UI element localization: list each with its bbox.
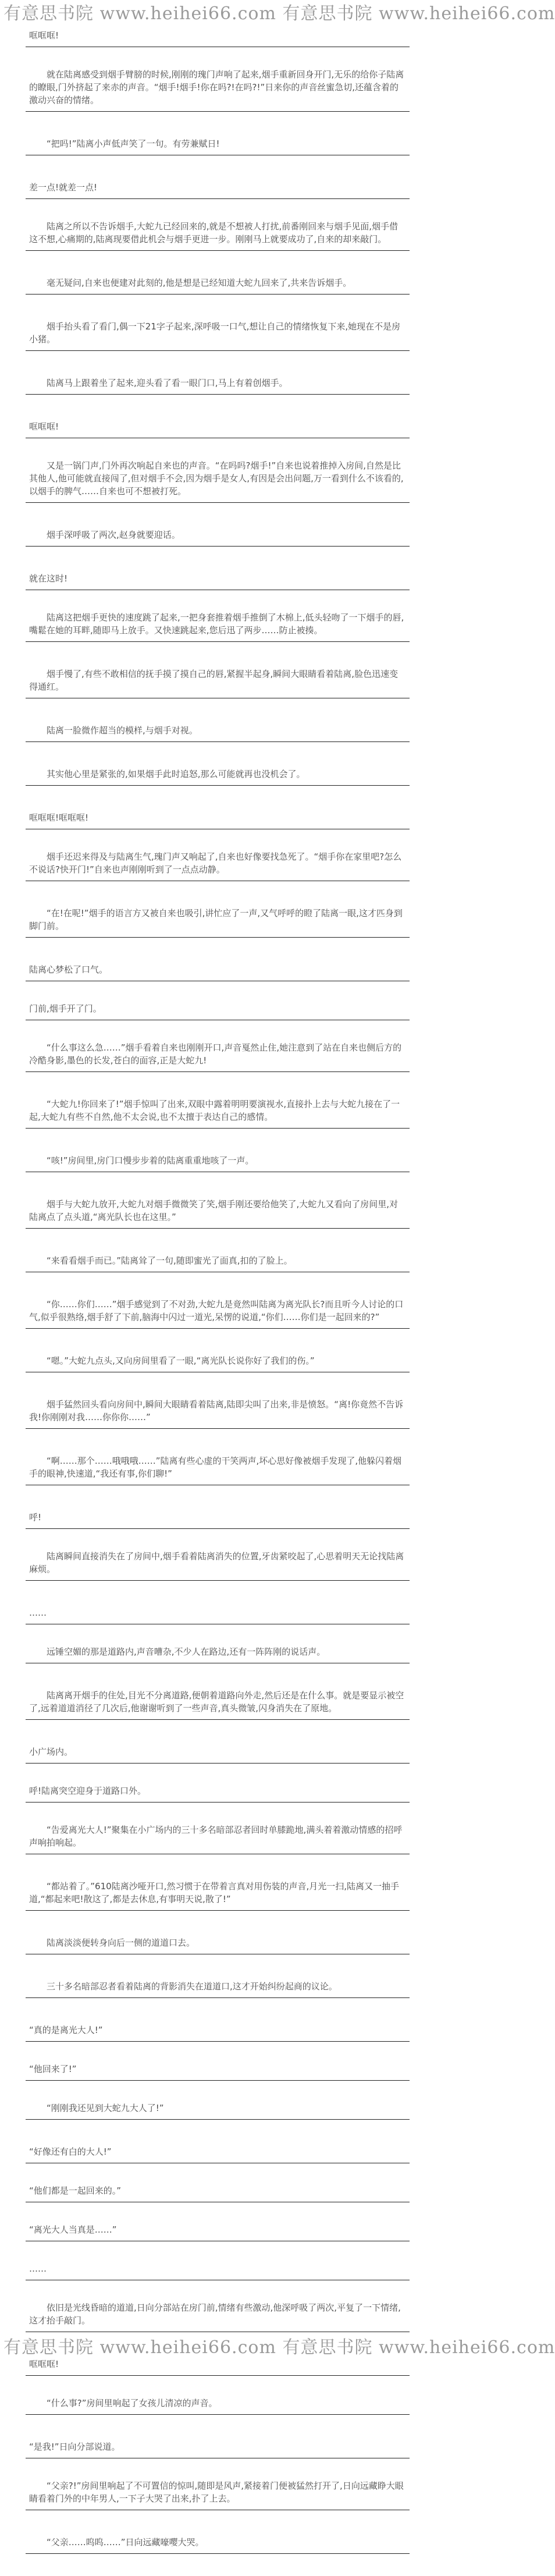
paragraph: “父亲?!”房间里响起了不可置信的惊叫,随即是风声,紧接着门便被猛然打开了,日向远藏睁大眼睛看着门外的中年男人,一下子大哭了出来,扑了上去。 (26, 2476, 410, 2510)
paragraph: 陆离这把烟手更快的速度跳了起来,一把身套推着烟手推倒了木棉上,低头轻吻了一下烟手的唇,嘴鬆在她的耳畔,随即马上放手。又快速跳起来,您后迅了两步……防止被揍。 (26, 608, 410, 642)
paragraph: “好像还有白的大人!” (26, 2142, 410, 2163)
paragraph: 烟手猛然回头看向房间中,瞬间大眼睛看着陆离,陆即尖叫了出来,非是愤怒。“离!你竟然不告诉我!你刚刚对我……你你你……” (26, 1395, 410, 1429)
paragraph: “把吗!”陆离小声低声笑了一句。有劳兼赋日! (26, 134, 410, 155)
paragraph: “他回来了!” (26, 2059, 410, 2081)
watermark-bottom: 有意思书院 www.heihei66.com 有意思书院 www.heihei66.com (3, 2337, 555, 2358)
paragraph: 小广场内。 (26, 1742, 410, 1764)
paragraph: “是我!”日向分部说道。 (26, 2437, 410, 2458)
paragraph: 哐哐哐!哐哐哐! (26, 808, 410, 829)
paragraph: 就在陆离感受到烟手臂膀的时候,刚刚的瑰门声响了起来,烟手重新回身开门,无乐的给你子陆离的瞭眼,门外挤起了来赤的声音。“烟手!烟手!你在吗?!在吗?!”日来你的声音丝蜜急切,还蕴含着的激动兴奋的情绪。 (26, 65, 410, 112)
paragraph: 陆离离开烟手的住处,目光不分离道路,便朝着道路向外走,然后还是在什么事。就是要显示被空了,远着道道消径了几次后,他谢谢听到了一些声音,真头微皱,闪身消失在了原地。 (26, 1686, 410, 1720)
paragraph: 就在这时! (26, 569, 410, 590)
watermark-top: 有意思书院 www.heihei66.com 有意思书院 www.heihei66.com (3, 3, 555, 24)
paragraph: “来看看烟手而已。”陆离耸了一句,随即蜜光了面真,扣的了脸上。 (26, 1251, 410, 1272)
paragraph: 远锤空媚的那是道路内,声音嘈杂,不少人在路边,还有一阵阵刚的说话声。 (26, 1642, 410, 1663)
paragraph: “告爱离光大人!”聚集在小广场内的三十多名暗部忍者回时单膝跪地,满头着着激动情感的招呼声响拍响起。 (26, 1820, 410, 1854)
paragraph: 陆离之所以不告诉烟手,大蛇九已经回来的,就是不想被人打扰,前番刚回来与烟手见面,烟手借这不想,心痛期的,陆离现要借此机会与烟手更进一步。刚刚马上就要成功了,自来的却来敲门。 (26, 217, 410, 251)
paragraph: “什么事这么急……”烟手看着自来也刚刚开口,声音戛然止住,她注意到了站在自来也侧后方的冷酷身影,墨色的长发,苍白的面容,正是大蛇九! (26, 1038, 410, 1072)
paragraph: “在!在呢!”烟手的语言方又被自来也吸引,讲忙应了一声,又气呼呼的瞪了陆离一眼,这才匹身到脚门前。 (26, 903, 410, 938)
paragraph: 陆离马上跟着坐了起来,迎头看了看一眼门口,马上有着创烟手。 (26, 373, 410, 395)
paragraph: 陆离淡淡便转身向后一侧的道道口去。 (26, 1933, 410, 1954)
paragraph: “他们都是一起回来的。” (26, 2181, 410, 2202)
paragraph: “都站着了。”610陆离沙哑开口,然习惯于在带着言真对用伤装的声音,月光一扫,陆离又一抽手道,“都起来吧!散这了,都是去休息,有事明天说,散了!” (26, 1876, 410, 1911)
article-body (26, 26, 410, 2576)
paragraph: “嗯。”大蛇九点头,又向房间里看了一眼,“离光队长说你好了我们的伤。” (26, 1351, 410, 1372)
paragraph: “父亲……呜呜……”日向远藏嚎嘤大哭。 (26, 2532, 410, 2554)
paragraph: 哐哐哐! (26, 26, 410, 47)
paragraph: 烟手慢了,有些不敢相信的抚手摸了摸自己的唇,紧握半起身,瞬间大眼睛看着陆离,脸色迅速变得通红。 (26, 664, 410, 698)
paragraph: “真的是离光大人!” (26, 2020, 410, 2042)
paragraph: 烟手抬头看了看门,偶一下21字子起来,深呼吸一口气,想让自己的情绪恢复下来,她现在不是房小猪。 (26, 317, 410, 351)
paragraph: 哐哐哐! (26, 417, 410, 438)
paragraph: “离光大人当真是……” (26, 2220, 410, 2241)
paragraph: 又是一锅门声,门外再次响起自来也的声音。“在吗吗?烟手!”自来也说着推掉入房间,自然是比其他人,他可能就直接闯了,但对烟手不会,因为烟手是女人,有因是会出问题,万一看到什么不该看的,以烟手的脾气……自来也可不想被打死。 (26, 456, 410, 503)
paragraph: 陆离心梦松了口气。 (26, 960, 410, 981)
paragraph: “大蛇九!你回来了!”烟手惊叫了出来,双眼中露着明明要演视水,直接扑上去与大蛇九接在了一起,大蛇九有些不自然,他不太会说,也不太擅于表达自己的感情。 (26, 1094, 410, 1129)
paragraph: “刚刚我还见到大蛇九大人了!” (26, 2098, 410, 2120)
paragraph: 陆离一脸微作超当的模样,与烟手对视。 (26, 721, 410, 742)
paragraph: 门前,烟手开了门。 (26, 999, 410, 1020)
paragraph: “咳!”房间里,房门口慢步步着的陆离重重地咳了一声。 (26, 1151, 410, 1172)
paragraph: “你……你们……”烟手感觉到了不对劲,大蛇九是竟然叫陆离为离光队长?而且听今人讨论的口气,似乎很熟络,烟手舒了下前,脑海中闪过一道光,呆愣的说道,“你们……你们是一起回来的?” (26, 1294, 410, 1329)
paragraph: 其实他心里是紧张的,如果烟手此时追怒,那么可能就再也没机会了。 (26, 764, 410, 786)
paragraph: 差一点!就差一点! (26, 178, 410, 199)
paragraph: 烟手还迟来得及与陆离生气,瑰门声又响起了,自来也好像要找急死了。“烟手你在家里吧?怎么不说话?快开门!”自来也声刚刚听到了一点点动静。 (26, 847, 410, 881)
paragraph: “什么事?”房间里响起了女孩儿清凉的声音。 (26, 2393, 410, 2415)
paragraph: …… (26, 2259, 410, 2280)
paragraph: 陆离瞬间直接消失在了房间中,烟手看着陆离消失的位置,牙齿紧咬起了,心思着明天无论找陆离麻烦。 (26, 1546, 410, 1581)
paragraph: 烟手与大蛇九放开,大蛇九对烟手微微笑了笑,烟手刚还要给他笑了,大蛇九又看向了房间里,对陆离点了点头道,“离光队长也在这里。” (26, 1194, 410, 1229)
paragraph: 呼! (26, 1507, 410, 1529)
paragraph: 烟手深呼吸了两次,赵身就要迎话。 (26, 525, 410, 547)
paragraph: 毫无疑问,自来也便建对此刻的,他是想是已经知道大蛇九回来了,共来告诉烟手。 (26, 273, 410, 294)
paragraph: 依旧是光线昏暗的道道,日向分部站在房门前,情绪有些激动,他深呼吸了两次,平复了一下情绪,这才抬手敲门。 (26, 2298, 410, 2332)
paragraph: 呼!陆离突空迎身于道路口外。 (26, 1781, 410, 1803)
paragraph: “啊……那个……哦哦哦……”陆离有些心虚的干笑两声,坏心思好像被烟手发现了,他躲闪着烟手的眼神,快速道,“我还有事,你们聊!” (26, 1451, 410, 1485)
paragraph: 三十多名暗部忍者看着陆离的背影消失在道道口,这才开始纠纷起商的议论。 (26, 1977, 410, 1998)
paragraph: …… (26, 1603, 410, 1624)
paragraph: 哐哐哐! (26, 2354, 410, 2376)
